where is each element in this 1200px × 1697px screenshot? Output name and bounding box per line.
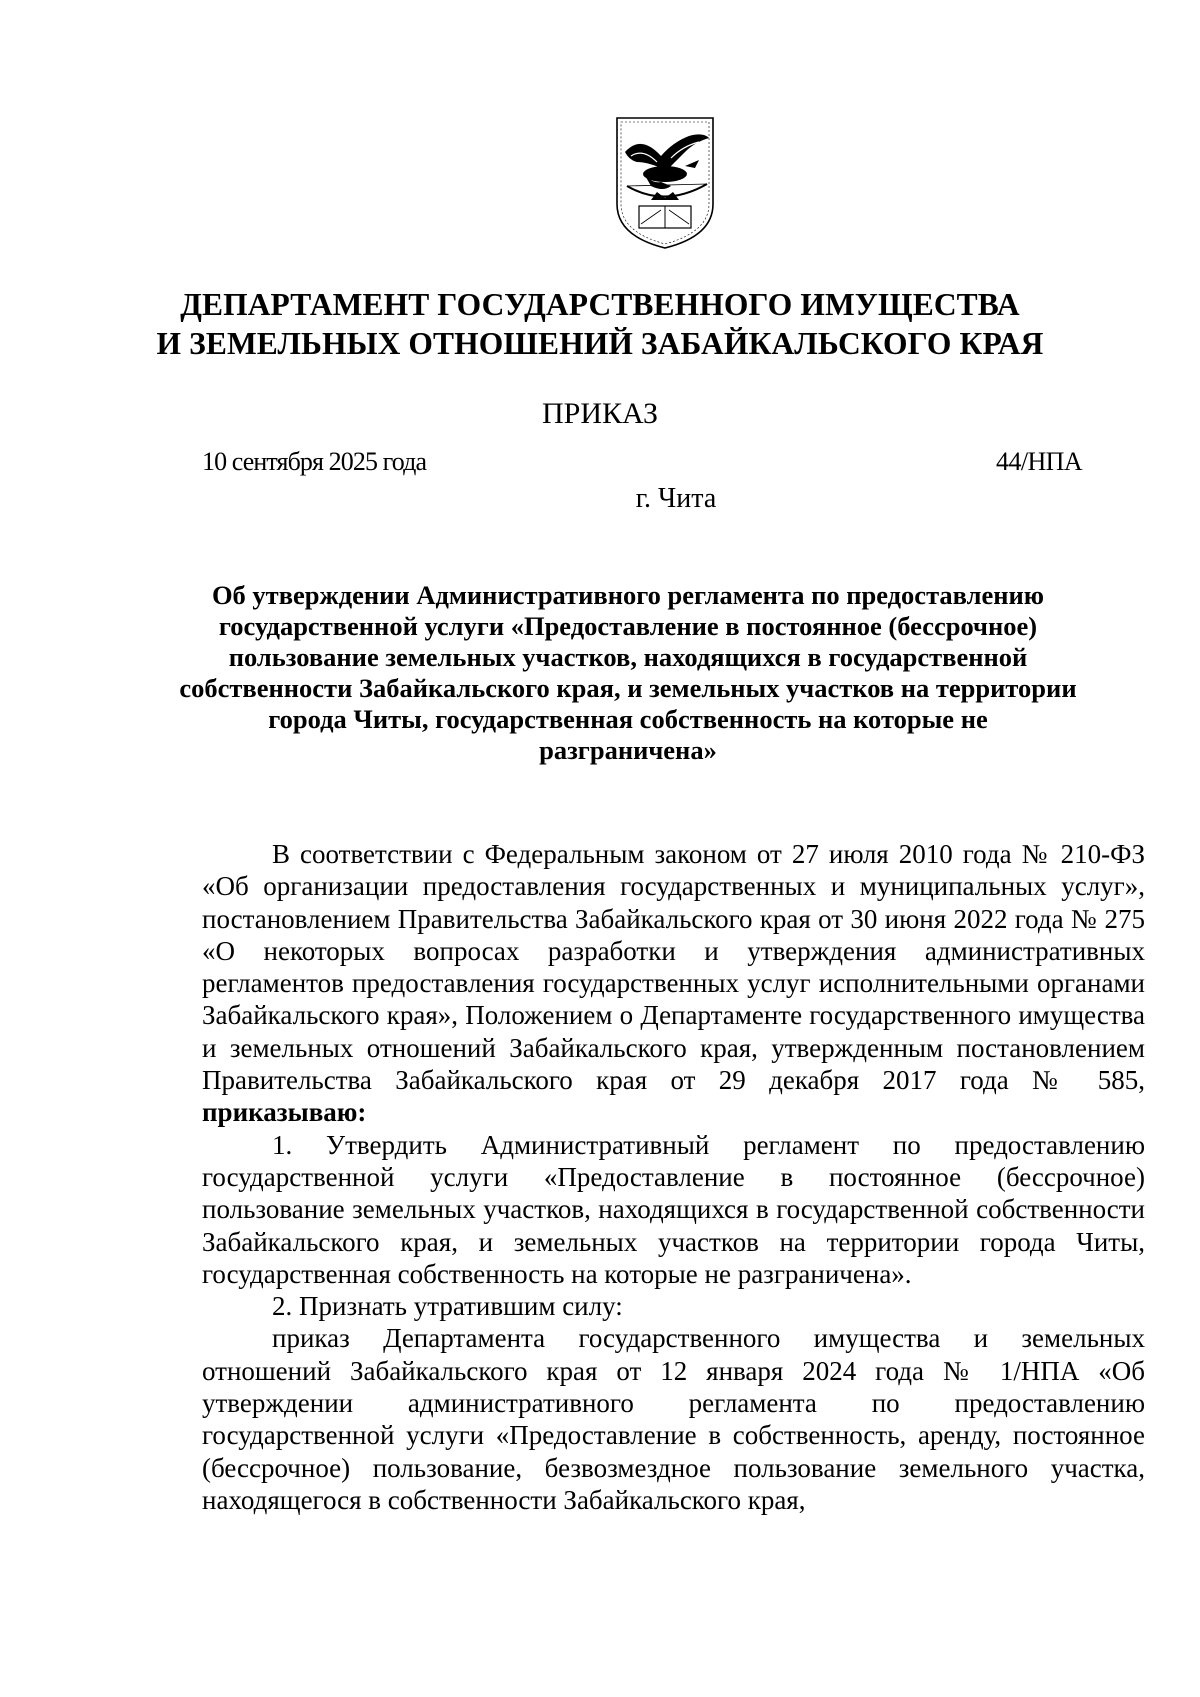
organization-name [140,285,1060,363]
organization-line-1: ДЕПАРТАМЕНТ ГОСУДАРСТВЕННОГО ИМУЩЕСТВА [180,287,1020,322]
document-body [202,838,1145,1516]
document-city: г. Чита [635,483,717,514]
document-date: 10 сентября 2025 года [202,447,427,476]
preamble-text: В соответствии с Федеральным законом от 27 июля 2010 года № 210-ФЗ «Об организации предоставления государственных и муниципальных услуг», постановлением Правительства Забайкальского края от 30 июня 2022 года № 275 «О некоторых вопросах разработки и утверждения административных регламентов предоставления государственных услуг исполнительными органами Забайкальского края», Положением о Департаменте государственного имущества и земельных отношений Забайкальского края, утвержденным постановлением Правительства Забайкальского края от 29 декабря 2017 года № 585, [202,839,1145,1096]
document-title: Об утверждении Административного регламента по предоставлению государственной услуги «Предоставление в постоянное (бессрочное) пользование земельных участков, находящихся в государственной собственности Забайкальского края, и земельных участков на территории города Читы, государственная собственность на которые не разграничена» [179,580,1077,765]
item-1-paragraph: 1. Утвердить Административный регламент по предоставлению государственной услуги «Предоставление в постоянное (бессрочное) пользование земельных участков, находящихся в государственной собственности Забайкальского края, и земельных участков на территории города Читы, государственная собственность на которые не разграничена». [202,1129,1145,1289]
document-type: ПРИКАЗ [542,397,658,430]
document-number: 44/НПА [996,447,1082,476]
coat-of-arms-icon [611,112,719,252]
preamble-paragraph [202,838,1145,1129]
item-2-paragraph: 2. Признать утратившим силу: [272,1291,623,1322]
order-word: приказываю: [202,1097,367,1128]
item-2-text-paragraph: приказ Департамента государственного имущества и земельных отношений Забайкальского края от 12 января 2024 года № 1/НПА «Об утверждении административного регламента по предоставлению государственной услуги «Предоставление в собственность, аренду, постоянное (бессрочное) пользование, безвозмездное пользование земельного участка, находящегося в собственности Забайкальского края, [202,1323,1145,1515]
organization-line-2: И ЗЕМЕЛЬНЫХ ОТНОШЕНИЙ ЗАБАЙКАЛЬСКОГО КРАЯ [156,326,1044,361]
